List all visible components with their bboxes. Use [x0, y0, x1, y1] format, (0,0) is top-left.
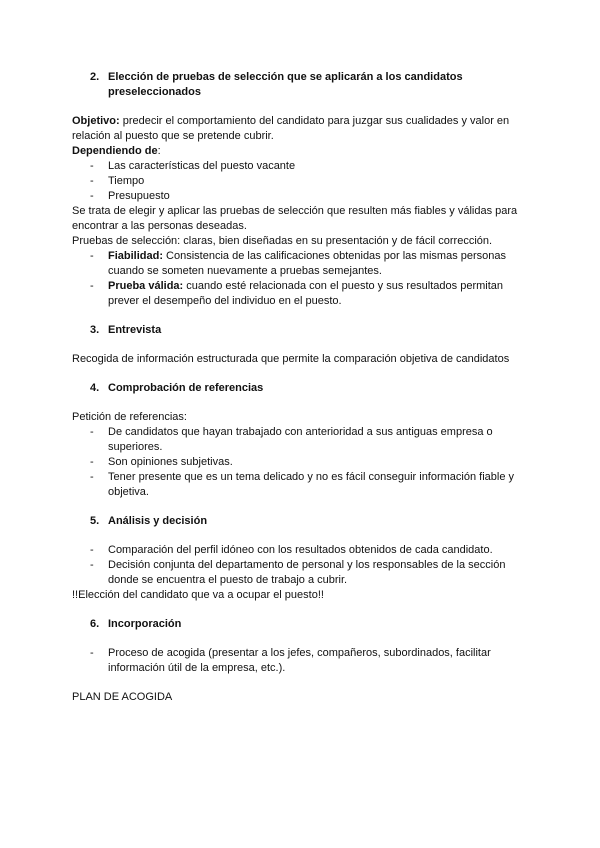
list-item-text: Presupuesto [108, 190, 170, 202]
heading-text: Incorporación [108, 618, 182, 630]
list-item [72, 159, 532, 174]
list-item [72, 189, 532, 204]
section-6-heading [72, 617, 532, 632]
dash: - [90, 456, 94, 468]
paragraph [72, 204, 532, 234]
dependiendo-label [72, 144, 532, 159]
list-item [72, 558, 532, 588]
section-number: 4. [90, 382, 100, 394]
objetivo-text: predecir el comportamiento del candidato para juzgar sus cualidades y valor en [119, 115, 510, 127]
dash: - [90, 190, 94, 202]
list-item [72, 174, 532, 189]
list-item-text: Tener presente que es un tema delicado y no es fácil conseguir información fiable y [108, 471, 515, 483]
objetivo-paragraph [72, 114, 532, 144]
dash: - [90, 280, 94, 292]
note: !!Elección del candidato que va a ocupar el puesto!! [72, 589, 324, 601]
list-item-text: Tiempo [108, 175, 145, 187]
heading-line: Elección de pruebas de selección que se aplicarán a los candidatos [108, 71, 463, 83]
fiabilidad-label: Fiabilidad: [108, 250, 163, 262]
dash: - [90, 559, 94, 571]
objetivo-label: Objetivo: [72, 115, 120, 127]
dependiendo-colon: : [157, 145, 161, 157]
list-item-text: donde se encuentra el puesto de trabajo a cubrir. [108, 574, 348, 586]
decision-list [72, 543, 532, 588]
dependiendo-list [72, 159, 532, 204]
dash: - [90, 160, 94, 172]
list-item [72, 249, 532, 279]
list-item-text: Consistencia de las calificaciones obtenidas por las mismas personas [163, 250, 507, 262]
list-item-text: Comparación del perfil idóneo con los resultados obtenidos de cada candidato. [108, 544, 493, 556]
section-number: 5. [90, 515, 100, 527]
paragraph-line: Se trata de elegir y aplicar las pruebas de selección que resulten más fiables y válidas para [72, 205, 518, 217]
list-item-text: Son opiniones subjetivas. [108, 456, 233, 468]
heading-text: Análisis y decisión [108, 515, 208, 527]
dependiendo-bold: Dependiendo de [72, 145, 158, 157]
list-item-text: Proceso de acogida (presentar a los jefes, compañeros, subordinados, facilitar [108, 647, 491, 659]
list-item [72, 646, 532, 676]
dash: - [90, 250, 94, 262]
list-item [72, 425, 532, 455]
pruebas-list [72, 249, 532, 309]
list-item [72, 455, 532, 470]
section-3-heading [72, 323, 532, 338]
document-page [72, 70, 532, 705]
list-item-text: cuando esté relacionada con el puesto y sus resultados permitan [183, 280, 504, 292]
heading-text: Entrevista [108, 324, 162, 336]
list-item-text: prever el desempeño del individuo en el puesto. [108, 295, 342, 307]
dash: - [90, 471, 94, 483]
dash: - [90, 175, 94, 187]
paragraph: Petición de referencias: [72, 411, 187, 423]
list-item-text: objetiva. [108, 486, 149, 498]
list-item-text: Decisión conjunta del departamento de personal y los responsables de la sección [108, 559, 506, 571]
list-item-text: información útil de la empresa, etc.). [108, 662, 286, 674]
valida-label: Prueba válida: [108, 280, 184, 292]
referencias-list [72, 425, 532, 500]
list-item [72, 470, 532, 500]
plan-de-acogida: PLAN DE ACOGIDA [72, 691, 173, 703]
list-item [72, 279, 532, 309]
list-item-text: De candidatos que hayan trabajado con anterioridad a sus antiguas empresa o [108, 426, 493, 438]
paragraph: Pruebas de selección: claras, bien diseñadas en su presentación y de fácil corrección. [72, 235, 493, 247]
section-number: 6. [90, 618, 100, 630]
section-2-heading [72, 70, 532, 100]
paragraph-line: encontrar a las personas deseadas. [72, 220, 247, 232]
section-5-heading [72, 514, 532, 529]
heading-text: Comprobación de referencias [108, 382, 264, 394]
dash: - [90, 544, 94, 556]
list-item-text: superiores. [108, 441, 163, 453]
list-item [72, 543, 532, 558]
list-item-text: Las características del puesto vacante [108, 160, 296, 172]
dash: - [90, 426, 94, 438]
paragraph: Recogida de información estructurada que permite la comparación objetiva de candidatos [72, 353, 510, 365]
section-number: 2. [90, 71, 100, 83]
objetivo-text-2: relación al puesto que se pretende cubrir. [72, 130, 274, 142]
dash: - [90, 647, 94, 659]
section-4-heading [72, 381, 532, 396]
list-item-text: cuando se someten nuevamente a pruebas semejantes. [108, 265, 382, 277]
section-number: 3. [90, 324, 100, 336]
heading-line: preseleccionados [108, 86, 201, 98]
incorporacion-list [72, 646, 532, 676]
